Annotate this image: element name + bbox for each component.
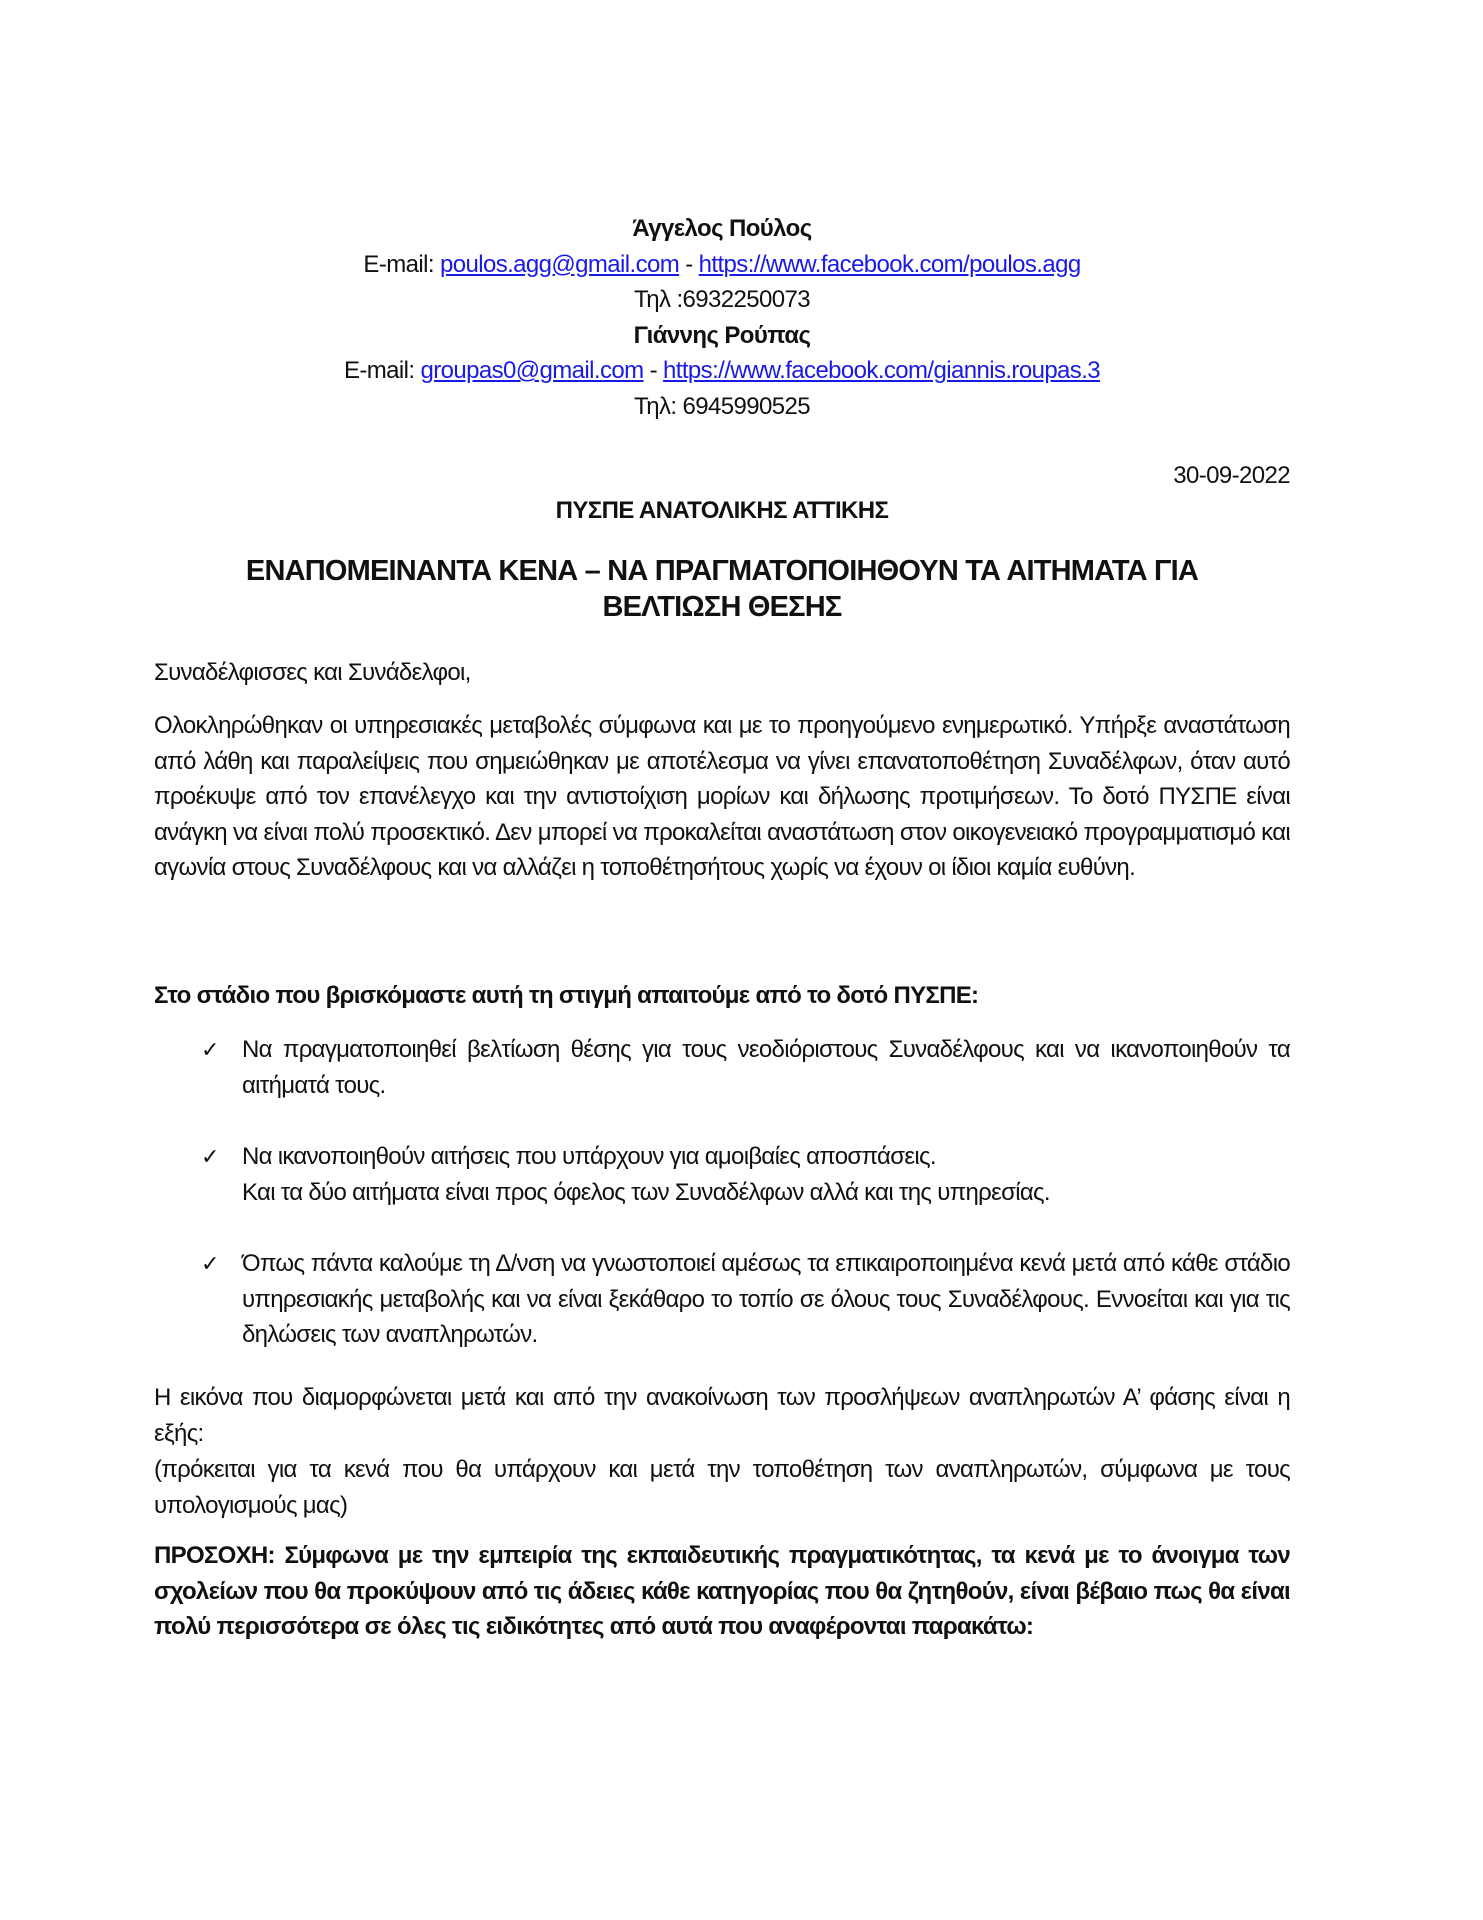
- checkmark-icon: ✓: [201, 1251, 219, 1276]
- demand-text: Να πραγματοποιηθεί βελτίωση θέσης για τους νεοδιόριστους Συναδέλφους και να ικανοποιηθούν τα αιτήματά τους.: [242, 1036, 1290, 1099]
- email-link[interactable]: groupas0@gmail.com: [420, 357, 644, 384]
- demands-list: [201, 1032, 1290, 1353]
- title-line-2: ΒΕΛΤΙΩΣΗ ΘΕΣΗΣ: [602, 591, 842, 623]
- demands-heading: Στο στάδιο που βρισκόμαστε αυτή τη στιγμή απαιτούμε από το δοτό ΠΥΣΠΕ:: [154, 982, 979, 1009]
- list-item: [201, 1032, 1290, 1103]
- demand-subtext: Και τα δύο αιτήματα είναι προς όφελος των Συναδέλφων αλλά και της υπηρεσίας.: [242, 1178, 1050, 1206]
- demand-text: Όπως πάντα καλούμε τη Δ/νση να γνωστοποιεί αμέσως τα επικαιροποιημένα κενά μετά από κάθε στάδιο υπηρεσιακής μεταβολής και να είναι ξεκάθαρο το τοπίο σε όλους τους Συναδέλφους. Εννοείται και για τις δηλώσεις των αναπληρωτών.: [242, 1250, 1290, 1348]
- contact-links: [154, 247, 1290, 283]
- contact-name: Άγγελος Πούλος: [632, 215, 812, 242]
- contact-links: [154, 353, 1290, 389]
- greeting: Συναδέλφισσες και Συνάδελφοι,: [154, 659, 471, 686]
- title-line-1: ΕΝΑΠΟΜΕΙΝΑΝΤΑ ΚΕΝΑ – ΝΑ ΠΡΑΓΜΑΤΟΠΟΙΗΘΟΥΝ ΤΑ ΑΙΤΗΜΑΤΑ ΓΙΑ: [245, 555, 1199, 587]
- paragraph-clarification: (πρόκειται για τα κενά που θα υπάρχουν και μετά την τοποθέτηση των αναπληρωτών, σύμφωνα με τους υπολογισμούς μας): [154, 1456, 1290, 1519]
- contact-name: Γιάννης Ρούπας: [633, 321, 811, 349]
- organization-heading: ΠΥΣΠΕ ΑΝΑΤΟΛΙΚΗΣ ΑΤΤΙΚΗΣ: [555, 497, 889, 524]
- email-label: E-mail:: [343, 357, 421, 384]
- checkmark-icon: ✓: [201, 1144, 219, 1169]
- contacts-header: [154, 211, 1290, 424]
- facebook-link[interactable]: https://www.facebook.com/giannis.roupas.3: [663, 357, 1101, 384]
- link-separator: -: [679, 250, 699, 278]
- checkmark-icon: ✓: [201, 1037, 219, 1062]
- list-item: [201, 1246, 1290, 1353]
- email-label: E-mail:: [363, 250, 440, 278]
- link-separator: -: [643, 357, 664, 384]
- contact-phone: Τηλ :6932250073: [633, 286, 811, 313]
- email-link[interactable]: poulos.agg@gmail.com: [439, 250, 680, 278]
- contact-phone: Τηλ: 6945990525: [633, 392, 811, 420]
- document-date: 30-09-2022: [1173, 462, 1290, 489]
- paragraph-situation: Η εικόνα που διαμορφώνεται μετά και από την ανακοίνωση των προσλήψεων αναπληρωτών Α’ φάσης είναι η εξής:: [154, 1384, 1290, 1447]
- list-item: [201, 1139, 1290, 1210]
- document-title: [154, 553, 1290, 625]
- paragraph-intro: Ολοκληρώθηκαν οι υπηρεσιακές μεταβολές σύμφωνα και με το προηγούμενο ενημερωτικό. Υπήρξε αναστάτωση από λάθη και παραλείψεις που σημειώθηκαν με αποτέλεσμα να γίνει επανατοποθέτηση Συναδέλφων, όταν αυτό προέκυψε από τον επανέλεγχο και την αντιστοίχιση μορίων και δήλωσης προτιμήσεων. Το δοτό ΠΥΣΠΕ είναι ανάγκη να είναι πολύ προσεκτικό. Δεν μπορεί να προκαλείται αναστάτωση στον οικογενειακό προγραμματισμό και αγωνία στους Συναδέλφους και να αλλάζει η τοποθέτησήτους χωρίς να έχουν οι ίδιοι καμία ευθύνη.: [154, 712, 1290, 881]
- facebook-link[interactable]: https://www.facebook.com/poulos.agg: [698, 250, 1081, 278]
- attention-note: ΠΡΟΣΟΧΗ: Σύμφωνα με την εμπειρία της εκπαιδευτικής πραγματικότητας, τα κενά με το άνοιγμα των σχολείων που θα προκύψουν από τις άδειες κάθε κατηγορίας που θα ζητηθούν, είναι βέβαιο πως θα είναι πολύ περισσότερα σε όλες τις ειδικότητες από αυτά που αναφέρονται παρακάτω:: [154, 1542, 1290, 1640]
- demand-text: Να ικανοποιηθούν αιτήσεις που υπάρχουν για αμοιβαίες αποσπάσεις.: [242, 1143, 936, 1170]
